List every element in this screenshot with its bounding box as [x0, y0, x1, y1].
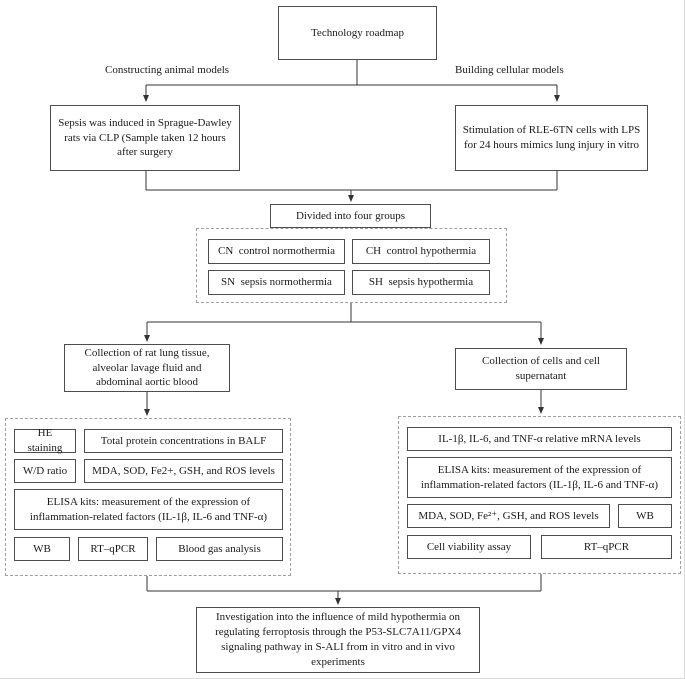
node-rt-qpcr-animal: RT–qPCR: [78, 537, 148, 561]
node-group-sn: SN sepsis normothermia: [208, 270, 345, 295]
node-wb-cell: WB: [618, 504, 672, 528]
node-wb-animal: WB: [14, 537, 70, 561]
node-animal-model-sepsis: Sepsis was induced in Sprague-Dawley rats via CLP (Sample taken 12 hours after surgery: [50, 105, 240, 171]
node-he-staining: HE staining: [14, 429, 76, 453]
branch-label-animal-models: Constructing animal models: [105, 64, 230, 76]
node-elisa-kits-animal: ELISA kits: measurement of the expression of inflammation-related factors (IL-1β, IL-6 and TNF-α): [14, 489, 283, 530]
node-balf-total-protein: Total protein concentrations in BALF: [84, 429, 283, 453]
node-rt-qpcr-cell: RT–qPCR: [541, 535, 672, 559]
node-oxidative-markers-cell: MDA, SOD, Fe²⁺, GSH, and ROS levels: [407, 504, 610, 528]
node-group-sh: SH sepsis hypothermia: [352, 270, 490, 295]
node-cell-model-stimulation: Stimulation of RLE-6TN cells with LPS for 24 hours mimics lung injury in vitro: [455, 105, 648, 171]
node-divided-into-four-groups: Divided into four groups: [270, 204, 431, 228]
node-group-ch: CH control hypothermia: [352, 239, 490, 264]
node-oxidative-markers-animal: MDA, SOD, Fe2+, GSH, and ROS levels: [84, 459, 283, 483]
node-technology-roadmap: Technology roadmap: [278, 6, 437, 60]
node-blood-gas-analysis: Blood gas analysis: [156, 537, 283, 561]
node-collection-animal-samples: Collection of rat lung tissue, alveolar lavage fluid and abdominal aortic blood: [64, 344, 230, 392]
node-elisa-kits-cell: ELISA kits: measurement of the expression of inflammation-related factors (IL-1β, IL-6 and TNF-α): [407, 457, 672, 498]
node-wd-ratio: W/D ratio: [14, 459, 76, 483]
node-conclusion-investigation: Investigation into the influence of mild hypothermia on regulating ferroptosis through the P53-SLC7A11/GPX4 signaling pathway in S-ALI from in vitro and in vivo experiments: [196, 607, 480, 673]
node-group-cn: CN control normothermia: [208, 239, 345, 264]
node-relative-mrna-levels: IL-1β, IL-6, and TNF-α relative mRNA levels: [407, 427, 672, 451]
node-cell-viability-assay: Cell viability assay: [407, 535, 531, 559]
branch-label-cellular-models: Building cellular models: [455, 64, 564, 76]
node-collection-cell-samples: Collection of cells and cell supernatant: [455, 348, 627, 390]
